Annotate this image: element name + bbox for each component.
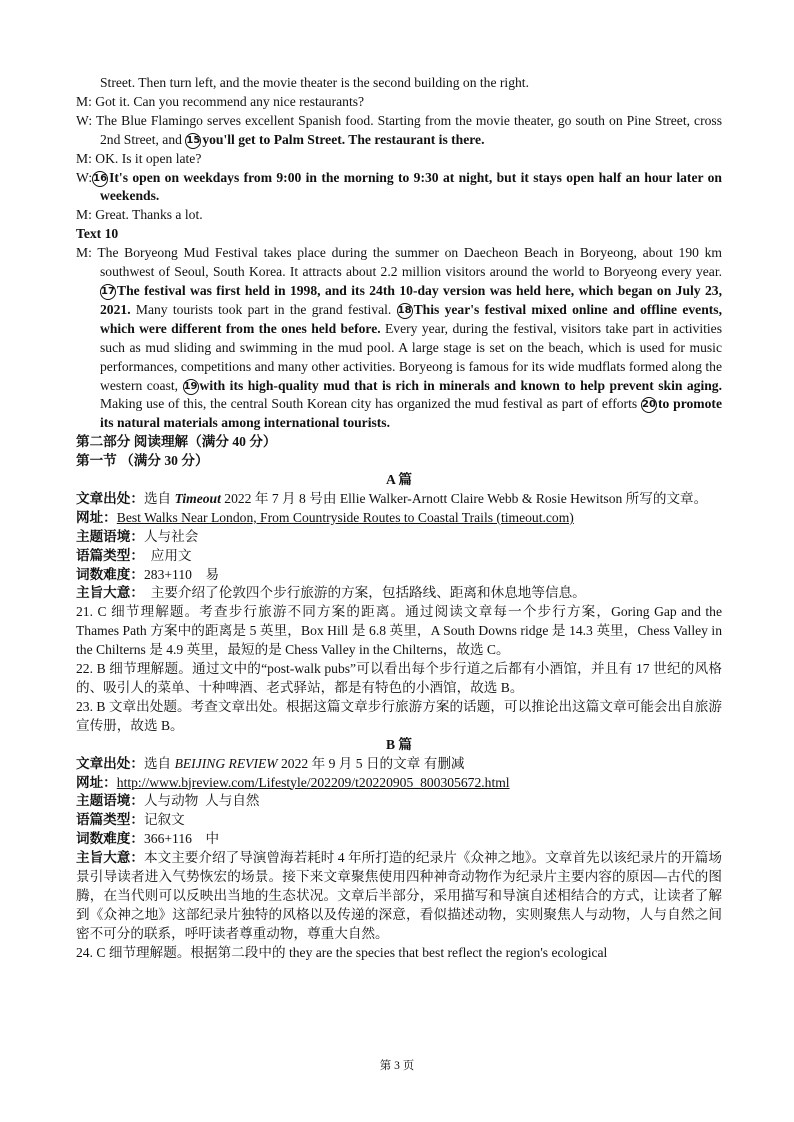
source-line: 文章出处：选自 BEIJING REVIEW 2022 年 9 月 5 日的文章 有删减: [76, 755, 465, 771]
part-title: 第二部分 阅读理解（满分 40 分）: [76, 434, 277, 450]
main-idea-line: 主旨大意： 主要介绍了伦敦四个步行旅游的方案，包括路线、距离和休息地等信息。: [76, 585, 586, 601]
dialogue-line: W: The Blue Flamingo serves excellent Spanish food. Starting from the movie theater, go south on Pine Street, cross 2nd Street, and 15 you'll get to Palm Street. The restaurant is there.: [76, 112, 722, 147]
url-line: 网址：Best Walks Near London, From Countryside Routes to Coastal Trails (timeout.com): [76, 509, 574, 525]
key-answer: with its high-quality mud that is rich in minerals and known to help prevent skin aging.: [199, 377, 722, 393]
theme-line: 主题语境：人与动物 人与自然: [76, 793, 260, 809]
key-answer: to promote its natural materials among international tourists.: [100, 396, 722, 431]
number-marker: 19: [183, 379, 199, 395]
dialogue-line: Street. Then turn left, and the movie theater is the second building on the right.: [100, 75, 529, 90]
key-answer: The festival was first held in 1998, and its 24th 10-day version was held here, which began on July 23, 2021.: [100, 282, 722, 317]
type-line: 语篇类型： 应用文: [76, 547, 192, 563]
theme-line: 主题语境：人与社会: [76, 528, 199, 544]
number-marker: 17: [100, 284, 116, 300]
key-answer: It's open on weekdays from 9:00 in the morning to 9:30 at night, but it stays open half an hour later on weekends.: [100, 169, 722, 204]
answer-explanation: 24. C 细节理解题。根据第二段中的 they are the species that best reflect the region's ecological: [76, 944, 608, 960]
source-line: 文章出处：选自 Timeout 2022 年 7 月 8 号由 Ellie Walker-Arnott Claire Webb & Rosie Hewitson 所写的文章。: [76, 490, 708, 506]
page-number: 第 3 页: [379, 1060, 415, 1072]
text10-body: M: The Boryeong Mud Festival takes place during the summer on Daecheon Beach in Boryeong, about 190 km southwest of Seoul, South Korea. It attracts about 2.2 million visitors around the world to Boryeong every year. 17 The festival was first held in 1998, and its 24th 10-day version was held here, which began on July 23, 2021. Many tourists took part in the grand festival. 18 This year's festival mixed online and offline events, which were different from the ones held before. Every year, during the festival, visitors take part in activities such as mud sliding and swimming in the mud pool. A large stage is set on the beach, which is used for music performances, competitions and many other activities. Boryeong is famous for its wide mudflats formed along the western coast, 19 with its high-quality mud that is rich in minerals and known to help prevent skin aging. Making use of this, the central South Korean city has organized the mud festival as part of efforts 20 to promote its natural materials among international tourists.: [76, 245, 723, 431]
main-idea-line: 主旨大意：本文主要介绍了导演曾海若耗时 4 年所打造的纪录片《众神之地》。文章首先以该纪录片的开篇场景引导读者进入气势恢宏的场景。接下来文章聚焦使用四种神奇动物作为纪录片主要内容的原因—古代的图腾，在当代则可以反映出当地的生态状况。文章后半部分，采用描写和导演自述相结合的方式，让读者了解到《众神之地》这部纪录片独特的风格以及传递的深意，看似描述动物，实则聚焦人与动物，人与自然之间密不可分的联系，呼吁读者尊重动物，尊重大自然。: [76, 850, 722, 941]
url-line: 网址：http://www.bjreview.com/Lifestyle/202209/t20220905_800305672.html: [76, 774, 510, 790]
dialogue-line: M: Great. Thanks a lot.: [76, 207, 203, 223]
difficulty-line: 词数难度：366+116 中: [76, 831, 220, 847]
number-marker: 16: [92, 171, 108, 187]
number-marker: 18: [397, 303, 413, 319]
difficulty-line: 词数难度：283+110 易: [76, 566, 220, 582]
passage-b-heading: B 篇: [385, 736, 413, 752]
page-content: [76, 74, 722, 963]
key-answer: This year's festival mixed online and offline events, which were different from the ones held before.: [100, 301, 722, 336]
answer-explanation: 21. C 细节理解题。考查步行旅游不同方案的距离。通过阅读文章每一个步行方案，Goring Gap and the Thames Path 方案中的距离是 5 英里，Box Hill 是 6.8 英里，A South Downs ridge 是 14.3 英里，Chess Valley in the Chilterns 是 4.9 英里，最短的是 Chess Valley in the Chilterns，故选 C。: [76, 604, 722, 658]
source-link[interactable]: Best Walks Near London, From Countryside Routes to Coastal Trails (timeout.com): [116, 509, 574, 525]
answer-explanation: 22. B 细节理解题。通过文中的“post-walk pubs”可以看出每个步行道之后都有小酒馆，并且有 17 世纪的风格的、吸引人的菜单、十种啤酒、老式驿站，都是有特色的小酒馆，故选 B。: [76, 661, 722, 695]
key-answer: you'll get to Palm Street. The restaurant is there.: [202, 131, 485, 147]
passage-a-heading: A 篇: [385, 472, 413, 488]
section-title: 第一节 （满分 30 分）: [76, 453, 209, 469]
number-marker: 15: [185, 133, 201, 149]
answer-explanation: 23. B 文章出处题。考查文章出处。根据这篇文章步行旅游方案的话题，可以推论出这篇文章可能会出自旅游宣传册，故选 B。: [76, 698, 722, 733]
dialogue-line: M: OK. Is it open late?: [76, 150, 202, 166]
type-line: 语篇类型：记叙文: [76, 812, 185, 828]
dialogue-line: M: Got it. Can you recommend any nice restaurants?: [76, 93, 365, 109]
dialogue-line: W:16 It's open on weekdays from 9:00 in the morning to 9:30 at night, but it stays open half an hour later on weekends.: [76, 169, 722, 204]
number-marker: 20: [641, 397, 657, 413]
text10-heading: Text 10: [76, 226, 119, 242]
source-link[interactable]: http://www.bjreview.com/Lifestyle/202209/t20220905_800305672.html: [116, 774, 510, 790]
